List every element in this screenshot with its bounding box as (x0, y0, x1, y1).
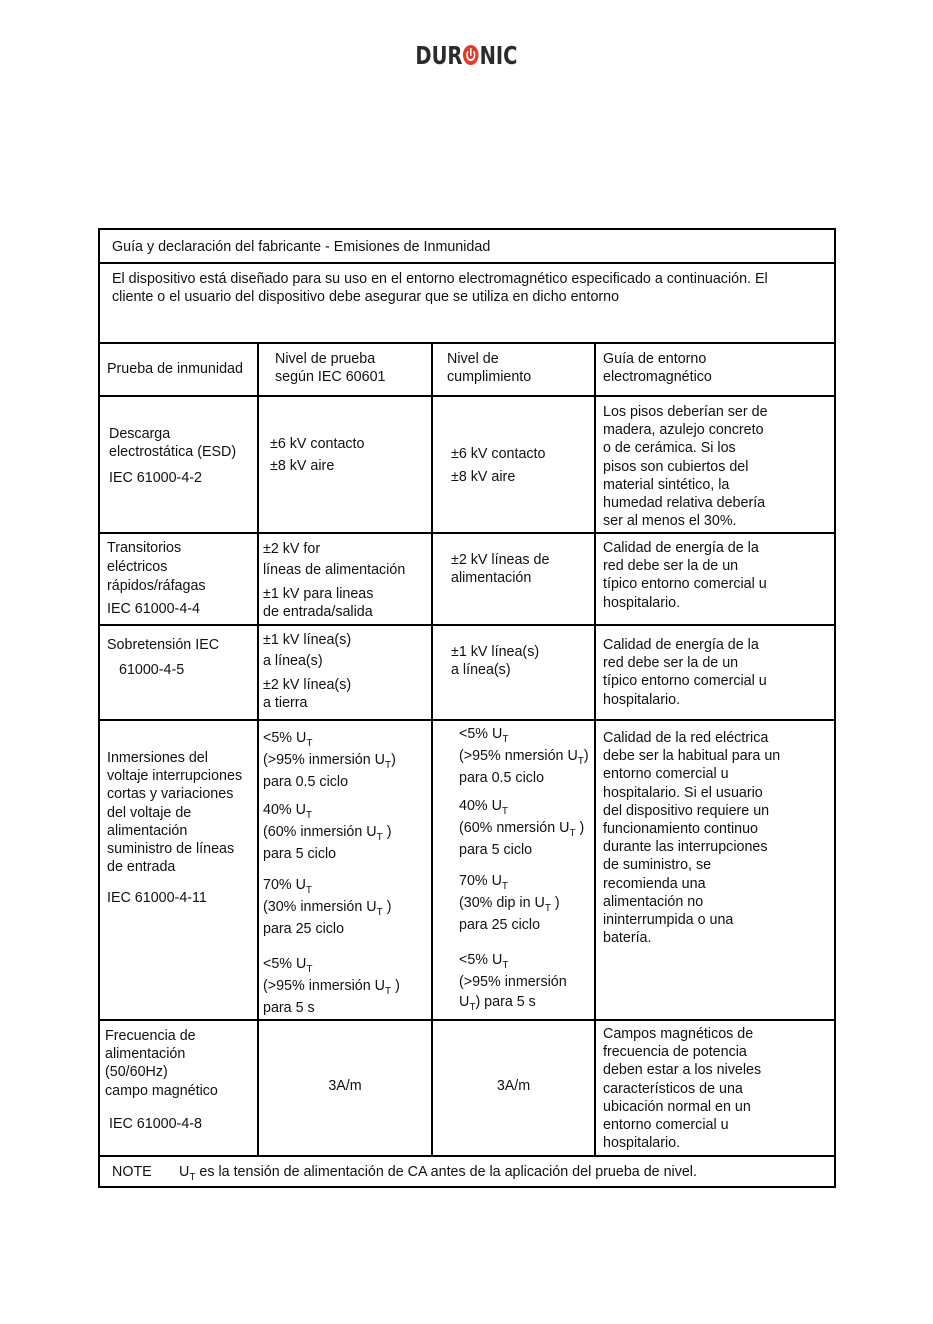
test-name: Descarga electrostática (ESD) (109, 426, 237, 461)
level-3: 70% $U_T$ (263, 877, 313, 896)
test-level-a: ±1 kV línea(s) a línea(s) (263, 632, 352, 669)
compliance-level: 3A/m (496, 1078, 531, 1094)
level-4c: para 5 s (263, 1000, 315, 1016)
cell-test (100, 397, 259, 532)
compliance-level: ±2 kV líneas de alimentación (451, 552, 550, 587)
header-test: Prueba de inmunidad (107, 361, 243, 377)
cell-level (259, 397, 433, 532)
comp-4: <5% $U_T$ (459, 952, 509, 971)
comp-3: 70% $U_T$ (459, 873, 509, 892)
test-name: Transitorios eléctricos rápidos/ráfagas (107, 540, 206, 594)
cell-guidance (596, 626, 834, 719)
comp-1: <5% $U_T$ (459, 726, 509, 745)
guidance-text: Calidad de la red eléctrica debe ser la habitual para un entorno comercial u hospitalario. Si el usuario del dispositivo requiere un funcionamiento continuo durante las interrupciones de suministro, se recomienda una alimentación no ininterrumpida o una batería. (603, 730, 781, 947)
table-intro: El dispositivo está diseñado para su uso en el entorno electromagnético especificado a continuación. El cliente o el usuario del dispositivo debe asegurar que se utiliza en dicho entorno (112, 271, 768, 306)
header-cell-test (100, 344, 259, 395)
level-1b: (>95% inmersión $U_T$) (263, 752, 396, 771)
level-4b: (>95% inmersión $U_T$ ) (263, 978, 400, 997)
logo-right: NIC (479, 40, 518, 70)
test-standard: IEC 61000-4-2 (109, 470, 202, 486)
immunity-table (98, 228, 836, 1188)
header-compliance: Nivel de cumplimiento (447, 351, 532, 386)
level-4: <5% $U_T$ (263, 956, 313, 975)
logo-text (415, 41, 517, 70)
comp-4c: $U_T$) para 5 s (459, 994, 536, 1013)
logo-left: DUR (415, 40, 463, 70)
header-cell-compliance (433, 344, 596, 395)
table-row-voltage-dips (100, 721, 834, 1021)
guidance-text: Calidad de energía de la red debe ser la de un típico entorno comercial u hospitalario. (603, 637, 767, 708)
table-intro-row (100, 264, 834, 344)
cell-test (100, 721, 259, 1019)
comp-3b: (30% dip in $U_T$ ) (459, 895, 560, 914)
power-icon (463, 45, 479, 65)
test-level: ±6 kV contacto ±8 kV aire (270, 436, 365, 474)
level-2b: (60% inmersión $U_T$ ) (263, 824, 392, 843)
test-name: Frecuencia de alimentación (50/60Hz) campo magnético (105, 1028, 218, 1099)
table-header-row (100, 344, 834, 397)
header-guidance: Guía de entorno electromagnético (603, 351, 712, 386)
test-level-b: ±1 kV para lineas de entrada/salida (263, 586, 374, 621)
table-title: Guía y declaración del fabricante - Emisiones de Inmunidad (112, 239, 491, 255)
test-name: Sobretensión IEC (107, 637, 220, 653)
level-2: 40% $U_T$ (263, 802, 313, 821)
test-level: 3A/m (328, 1078, 362, 1094)
comp-1b: (>95% nmersión $U_T$) (459, 748, 589, 767)
cell-compliance (433, 1021, 596, 1155)
cell-test (100, 534, 259, 624)
comp-2c: para 5 ciclo (459, 842, 533, 858)
cell-compliance (433, 721, 596, 1019)
note-text: $U_T$ es la tensión de alimentación de CA antes de la aplicación del prueba de nivel. (179, 1164, 697, 1183)
cell-guidance (596, 721, 834, 1019)
header-cell-level (259, 344, 433, 395)
level-1: <5% $U_T$ (263, 730, 313, 749)
cell-guidance (596, 1021, 834, 1155)
table-row-surge (100, 626, 834, 721)
table-note-row (100, 1157, 834, 1186)
cell-guidance (596, 397, 834, 532)
cell-level (259, 1021, 433, 1155)
guidance-text: Calidad de energía de la red debe ser la de un típico entorno comercial u hospitalario. (603, 540, 767, 611)
comp-4b: (>95% inmersión (459, 974, 567, 990)
table-title-row (100, 230, 834, 264)
guidance-text: Campos magnéticos de frecuencia de potencia deben estar a los niveles característicos de una ubicación normal en un entorno comercial u hospitalario. (603, 1026, 762, 1152)
cell-guidance (596, 534, 834, 624)
test-standard: IEC 61000-4-8 (109, 1116, 202, 1132)
level-2c: para 5 ciclo (263, 846, 337, 862)
guidance-text: Los pisos deberían ser de madera, azulejo concreto o de cerámica. Si los pisos son cubiertos del material sintético, la humedad relativa debería ser al menos el 30%. (603, 404, 768, 530)
header-cell-guidance (596, 344, 834, 395)
cell-compliance (433, 626, 596, 719)
cell-level (259, 534, 433, 624)
test-level-a: ±2 kV for líneas de alimentación (263, 541, 406, 578)
test-standard: IEC 61000-4-4 (107, 601, 200, 617)
comp-3c: para 25 ciclo (459, 917, 541, 933)
note-label: NOTE (112, 1164, 152, 1180)
cell-test (100, 626, 259, 719)
compliance-level: ±1 kV línea(s) a línea(s) (451, 644, 540, 679)
brand-logo (0, 40, 933, 70)
level-1c: para 0.5 ciclo (263, 774, 349, 790)
table-row-esd (100, 397, 834, 534)
test-name: Inmersiones del voltaje interrupciones cortas y variaciones del voltaje de alimentación suministro de líneas de entrada (107, 750, 243, 876)
table-row-eft (100, 534, 834, 626)
comp-2: 40% $U_T$ (459, 798, 509, 817)
comp-1c: para 0.5 ciclo (459, 770, 545, 786)
cell-compliance (433, 534, 596, 624)
cell-test (100, 1021, 259, 1155)
level-3b: (30% inmersión $U_T$ ) (263, 899, 392, 918)
cell-compliance (433, 397, 596, 532)
header-level: Nivel de prueba según IEC 60601 (275, 351, 386, 386)
test-level-b: ±2 kV línea(s) a tierra (263, 677, 352, 712)
cell-level (259, 721, 433, 1019)
level-3c: para 25 ciclo (263, 921, 345, 937)
table-row-magnetic-field (100, 1021, 834, 1157)
test-standard: 61000-4-5 (119, 662, 185, 678)
comp-2b: (60% nmersión $U_T$ ) (459, 820, 585, 839)
cell-level (259, 626, 433, 719)
test-standard: IEC 61000-4-11 (107, 890, 207, 906)
compliance-level: ±6 kV contacto ±8 kV aire (451, 446, 546, 485)
